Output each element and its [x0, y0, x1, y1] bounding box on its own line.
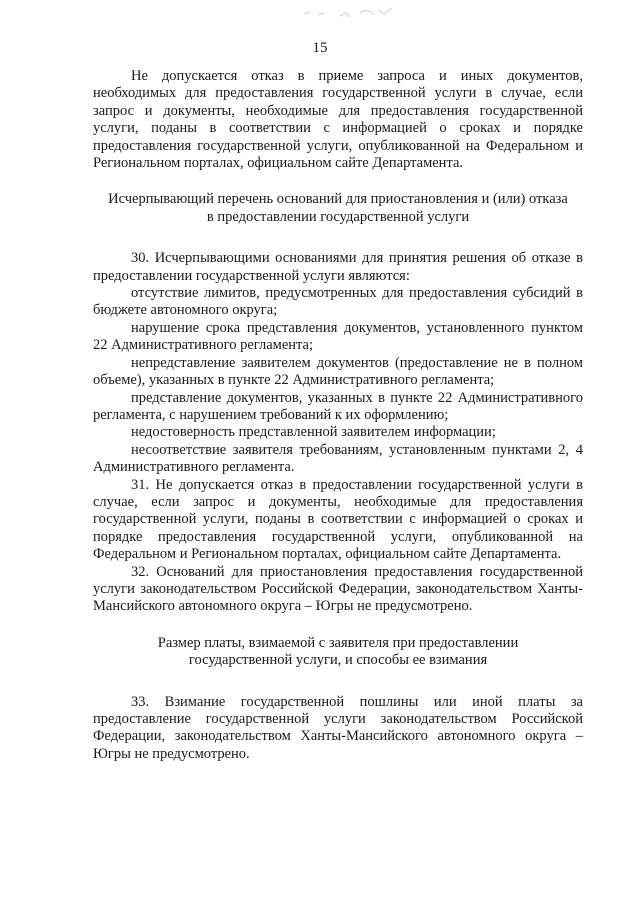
paragraph-intro: Не допускается отказ в приеме запроса и иных документов, необходимых для предоставления государственной услуги в случае, если запрос и документы, необходимые для предоставления государственной услуги, поданы в соответствии с информацией о сроках и порядке предоставления государственной услуги, опубликованной на Федеральном и Региональном порталах, официальном сайте Департамента. — [93, 68, 583, 172]
paragraph-33: 33. Взимание государственной пошлины или иной платы за предоставление государственной услуги законодательством Российской Федерации, законодательством Ханты-Мансийского автономного округа – Югры не предусмотрено. — [93, 693, 583, 762]
document-body — [93, 68, 583, 763]
paragraph-30: 30. Исчерпывающими основаниями для принятия решения об отказе в предоставлении государственной услуги являются: — [93, 250, 583, 284]
heading-line: в предоставлении государственной услуги — [206, 208, 470, 225]
list-item: представление документов, указанных в пункте 22 Административного регламента, с нарушением требований к их оформлению; — [93, 389, 583, 423]
scan-stamp-mark — [300, 4, 400, 20]
paragraph-31: 31. Не допускается отказ в предоставлении государственной услуги в случае, если запрос и документы, необходимые для предоставления государственной услуги, поданы в соответствии с информацией о сроках и порядке предоставления государственной услуги, опубликованной на Федеральном и Региональном порталах, официальном сайте Департамента. — [93, 476, 583, 563]
heading-line: Размер платы, взимаемой с заявителя при предоставлении — [157, 634, 519, 651]
heading-line: государственной услуги, и способы ее взимания — [188, 652, 488, 669]
list-item: отсутствие лимитов, предусмотренных для предоставления субсидий в бюджете автономного округа; — [93, 285, 583, 319]
list-item: непредставление заявителем документов (предоставление не в полном объеме), указанных в пункте 22 Административного регламента; — [93, 354, 583, 389]
list-item: несоответствие заявителя требованиям, установленным пунктами 2, 4 Административного регламента. — [93, 441, 583, 476]
list-item: недостоверность представленной заявителем информации; — [131, 424, 496, 441]
heading-line: Исчерпывающий перечень оснований для приостановления и (или) отказа — [108, 191, 568, 208]
list-item: нарушение срока представления документов, установленного пунктом 22 Административного регламента; — [93, 319, 583, 354]
section-heading-fee — [93, 635, 583, 670]
page-number: 15 — [312, 40, 328, 56]
paragraph-32: 32. Оснований для приостановления предоставления государственной услуги законодательством Российской Федерации, законодательством Ханты-Мансийского автономного округа – Югры не предусмотрено. — [93, 563, 583, 615]
section-heading-grounds — [93, 191, 583, 226]
